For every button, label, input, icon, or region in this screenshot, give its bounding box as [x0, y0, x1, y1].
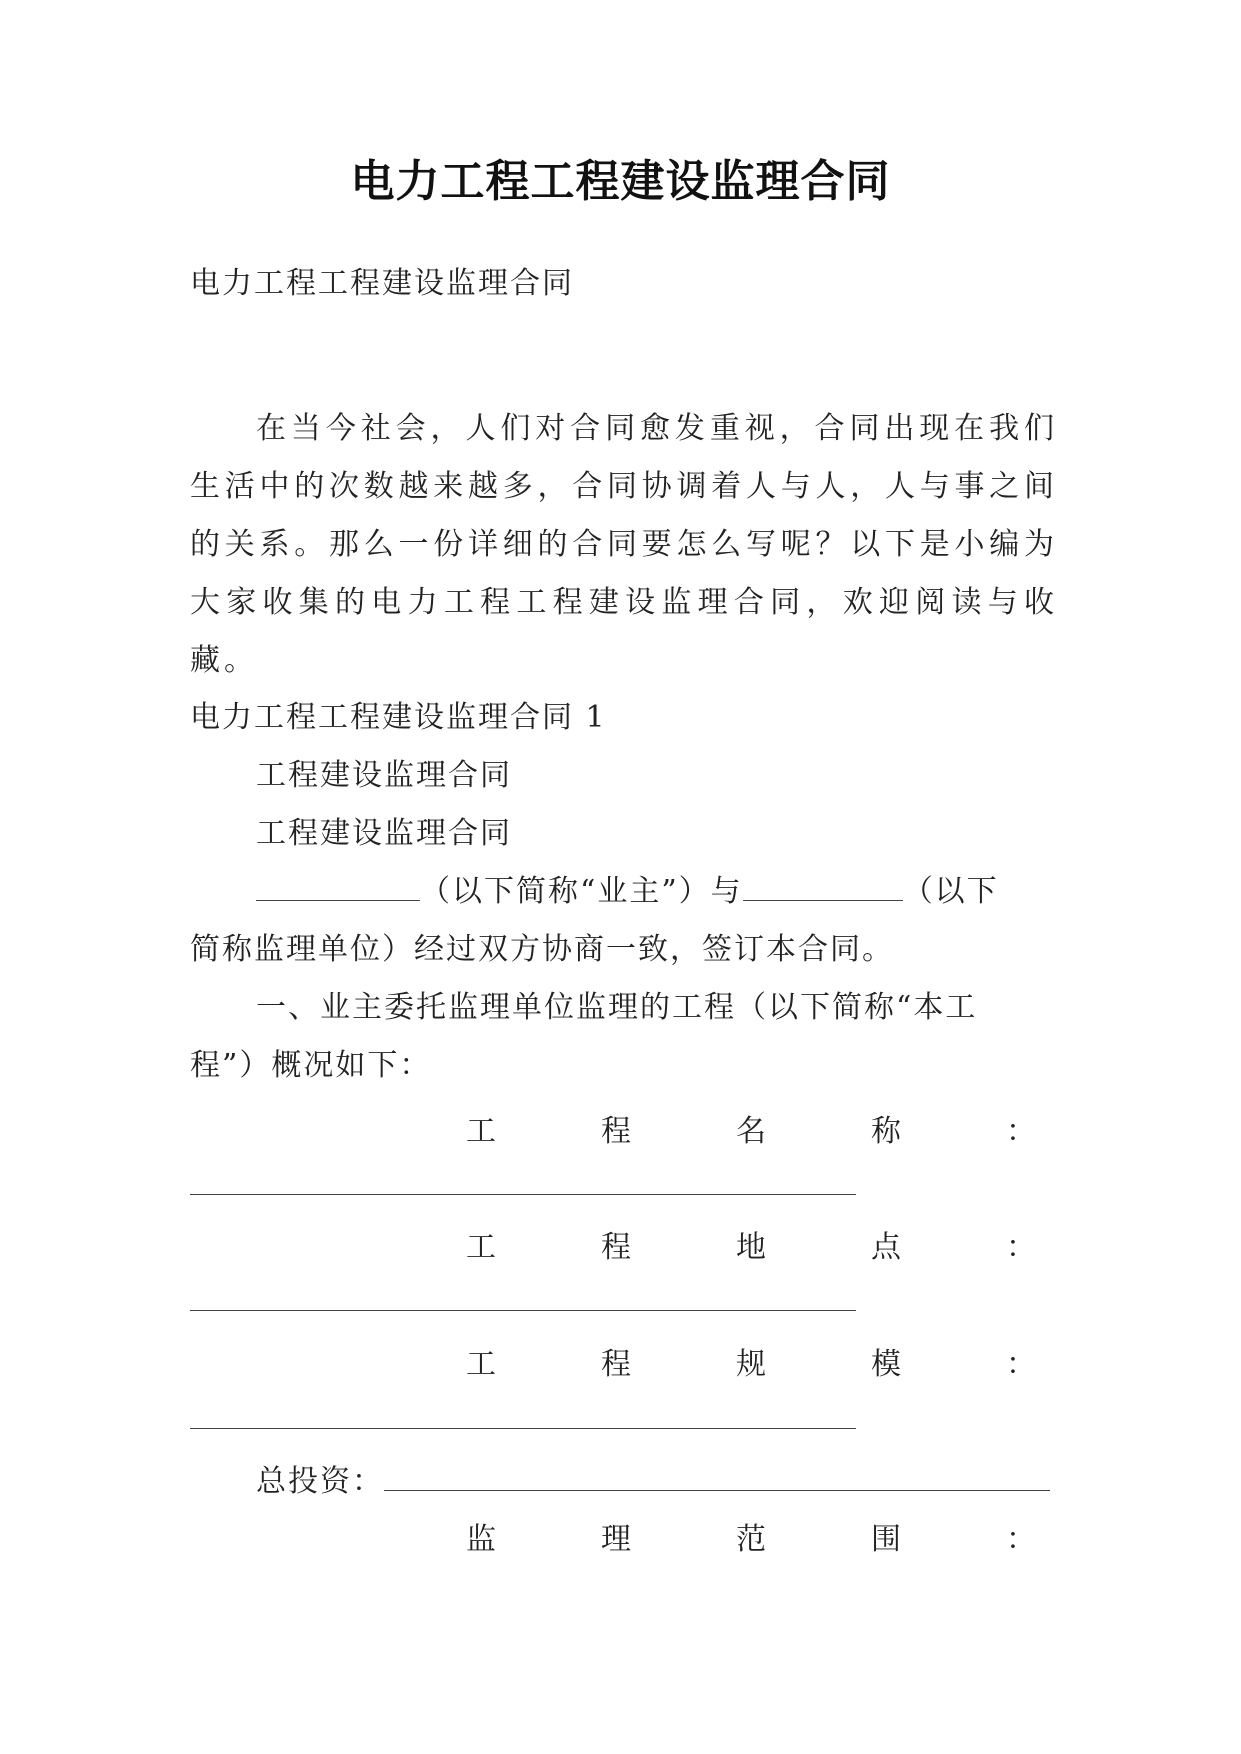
- clause-1-line-1: 一、业主委托监理单位监理的工程（以下简称“本工: [256, 990, 978, 1025]
- contract-name-1: 工程建设监理合同: [256, 758, 512, 793]
- clause-1-line-2: 程”）概况如下：: [190, 1048, 432, 1083]
- contract-name-2: 工程建设监理合同: [256, 816, 512, 851]
- intro-paragraph: 在当今社会，人们对合同愈发重视，合同出现在我们生活中的次数越来越多，合同协调着人与人，人与事之间的关系。那么一份详细的合同要怎么写呢？以下是小编为大家收集的电力工程工程建设监理合同，欢迎阅读与收藏。: [190, 411, 1058, 678]
- supervisor-blank[interactable]: [743, 876, 903, 901]
- project-name-blank[interactable]: [190, 1194, 856, 1195]
- parties-text-1: （以下简称“业主”）与: [420, 874, 743, 909]
- field-project-location: 工 程 地 点 ：: [466, 1230, 1036, 1265]
- parties-line-2: 简称监理单位）经过双方协商一致，签订本合同。: [190, 932, 894, 967]
- section-heading: 电力工程工程建设监理合同 1: [190, 700, 607, 735]
- parties-line: [256, 872, 999, 912]
- field-supervision-scope: 监 理 范 围 ：: [466, 1522, 1036, 1557]
- project-location-blank[interactable]: [190, 1310, 856, 1311]
- field-project-scale: 工 程 规 模 ：: [466, 1347, 1036, 1382]
- field-project-name: 工 程 名 称 ：: [466, 1114, 1036, 1149]
- project-scale-blank[interactable]: [190, 1428, 856, 1429]
- total-investment-blank[interactable]: [384, 1466, 1050, 1491]
- document-title: 电力工程工程建设监理合同: [350, 156, 891, 207]
- document-subtitle: 电力工程工程建设监理合同: [190, 266, 574, 301]
- owner-blank[interactable]: [256, 876, 420, 901]
- parties-text-2: （以下: [902, 874, 999, 909]
- field-total-investment: 总投资：: [256, 1462, 1050, 1502]
